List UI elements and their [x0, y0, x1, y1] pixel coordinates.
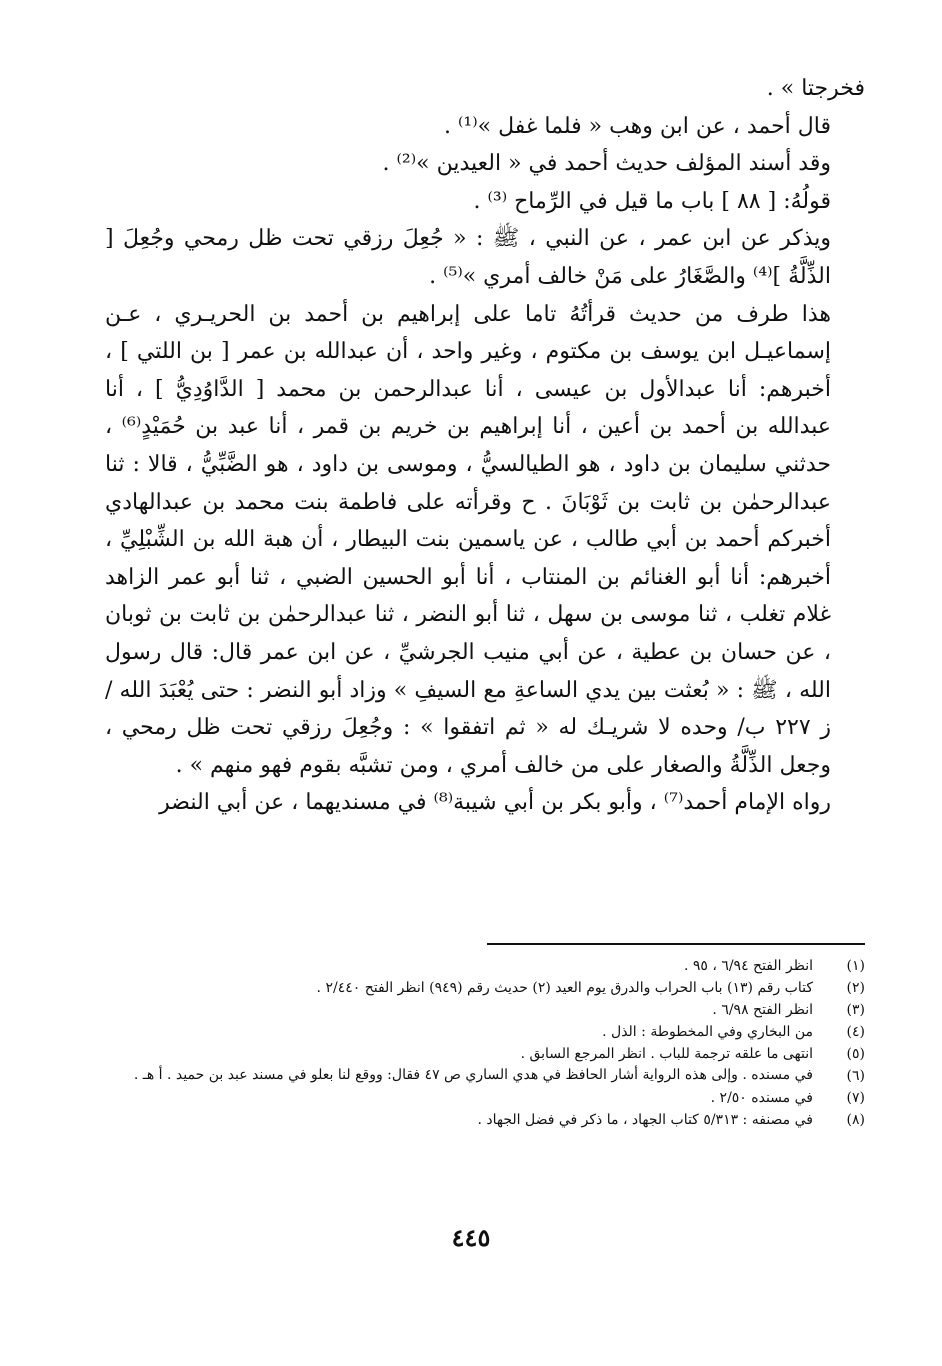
footnote-number: (٥)	[846, 1046, 865, 1062]
paragraph-ibn-umar: ويذكر عن ابن عمر ، عن النبي ، ﷺ : « جُعِلَ رزقي تحت ظل رمحي وجُعِلَ [ الذِّلَّةُ ]⁽⁴⁾ والصَّغَارُ على مَنْ خالف أمري »⁽⁵⁾ .	[105, 226, 831, 289]
footnote-number: (٤)	[846, 1024, 865, 1040]
footnote-text: في مسنده . وإلى هذه الرواية أشار الحافظ في هدي الساري ص ٤٧ فقال: ووقع لنا بعلو في مسند عبد بن حميد . أ هـ .	[133, 1067, 813, 1083]
footnote-5	[105, 1043, 865, 1065]
footnote-text: انظر الفتح ٦/٩٤ ، ٩٥ .	[683, 958, 813, 974]
paragraph-isnad: هذا طرف من حديث قرأتُهُ تاما على إبراهيم بن أحمد بن الحريـري ، عـن إسماعيـل ابن يوسف بن مكتوم ، وغير واحد ، أن عبدالله بن عمر [ بن اللتي ] ، أخبرهم: أنا عبدالأول بن عيسى ، أنا عبدالرحمن بن محمد [ الدَّاوُدِيُّ ] ، أنا عبدالله بن أحمد بن أعين ، أنا إبراهيم بن خريم بن قمر ، أنا عبد بن حُمَيْدٍ⁽⁶⁾ ، حدثني سليمان بن داود ، هو الطيالسيُّ ، وموسى بن داود ، هو الضَّبِّيُّ ، قالا : ثنا عبدالرحمٰن بن ثابت بن ثَوْبَانَ . ح وقرأته على فاطمة بنت محمد بن عبدالهادي أخبركم أحمد بن أبي طالب ، عن ياسمين بنت البيطار ، أن هبة الله بن الشِّبْلِيِّ ، أخبرهم: أنا أبو الغنائم بن المنتاب ، أنا أبو الحسين الضبي ، ثنا أبو عمر الزاهد غلام تغلب ، ثنا موسى بن سهل ، ثنا أبو النضر ، ثنا عبدالرحمٰن بن ثابت بن ثوبان ، عن حسان بن عطية ، عن أبي منيب الجرشيِّ ، عن ابن عمر قال: قال رسول الله ، ﷺ : « بُعثت بين يدي الساعةِ مع السيفِ » وزاد أبو النضر : حتى يُعْبَدَ الله /ز ٢٢٧ ب/ وحده لا شريـك له « ثم اتفقوا » : وجُعِلَ رزقي تحت ظل رمحي ، وجعل الذِّلَّةُ والصغار على من خالف أمري ، ومن تشبَّه بقوم فهو منهم » .	[105, 301, 831, 778]
footnote-8	[105, 1109, 865, 1131]
footnote-text: في مسنده ٢/٥٠ .	[710, 1090, 813, 1106]
page-number: ٤٤٥	[451, 1223, 491, 1252]
footnote-text: انتهى ما علقه ترجمة للباب . انظر المرجع السابق .	[520, 1046, 813, 1062]
footnote-4	[105, 1021, 865, 1043]
footnote-3	[105, 999, 865, 1021]
footnote-number: (٣)	[846, 1002, 865, 1018]
footnote-text: كتاب رقم (١٣) باب الحراب والدرق يوم العيد (٢) حديث رقم (٩٤٩) انظر الفتح ٢/٤٤٠ .	[316, 980, 813, 996]
footnote-number: (٦)	[846, 1068, 865, 1084]
footnote-2	[105, 977, 865, 999]
footnote-6	[105, 1065, 865, 1087]
footnote-number: (٢)	[846, 980, 865, 996]
footnote-number: (٧)	[846, 1090, 865, 1106]
footnote-separator	[487, 943, 865, 945]
footnote-number: (٨)	[846, 1112, 865, 1128]
paragraph-narration: رواه الإمام أحمد⁽⁷⁾ ، وأبو بكر بن أبي شيبة⁽⁸⁾ في مسنديهما ، عن أبي النضر	[159, 790, 831, 816]
footnote-number: (١)	[846, 958, 865, 974]
footnote-7	[105, 1087, 865, 1109]
footnote-1	[105, 955, 865, 977]
footnote-text: في مصنفه : ٥/٣١٣ كتاب الجهاد ، ما ذكر في فضل الجهاد .	[477, 1112, 813, 1128]
footnote-text: انظر الفتح ٦/٩٨ .	[712, 1002, 813, 1018]
paragraph-continuation: فخرجتا » .	[766, 76, 865, 101]
main-text	[105, 70, 865, 822]
chapter-heading: قولُهُ: [ ٨٨ ] باب ما قيل في الرِّماح ⁽³⁾ .	[473, 188, 831, 214]
footnotes	[105, 955, 865, 1131]
paragraph-author-note: وقد أسند المؤلف حديث أحمد في « العيدين »⁽²⁾ .	[382, 151, 831, 177]
footnote-text: من البخاري وفي المخطوطة : الذل .	[602, 1024, 813, 1040]
paragraph-ahmad-report: قال أحمد ، عن ابن وهب « فلما غفل »⁽¹⁾ .	[444, 113, 831, 139]
